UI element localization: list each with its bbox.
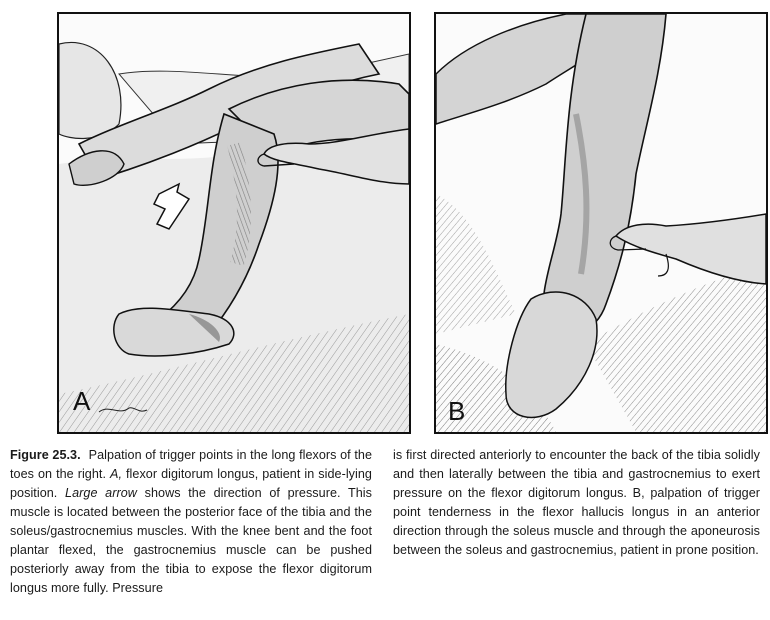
figure-caption-right: is first directed anteriorly to encounter the back of the tibia solidly and then laterally between the tibia and gastrocnemius to exert pressure on the flexor digitorum longus. B, palpation of trigger point tenderness in the flexor hallucis longus in an anterior direction through the soleus muscle and through the aponeurosis between the soleus and gastrocnemius, patient in prone position. <box>393 448 760 557</box>
figure-panel-b <box>434 12 768 434</box>
panel-a-label: A <box>73 386 91 416</box>
side-lying-palpation-illustration <box>59 14 409 432</box>
caption-text-2: flexor digitorum longus, patient in side-lying position. <box>10 467 372 500</box>
figure-caption-left <box>10 446 372 598</box>
caption-text-1: Palpation of trigger points in the long flexors of the toes on the right. <box>10 448 373 481</box>
panel-b-label: B <box>448 396 466 426</box>
caption-text-3: shows the direction of pressure. This muscle is located between the posterior face of the tibia and the soleus/gastrocnemius muscles. With the knee bent and the foot plantar flexed, the gastrocnemius muscle can be pushed posteriorly away from the tibia to expose the flexor digitorum longus more fully. Pressure <box>10 486 372 595</box>
figure-panel-a <box>57 12 411 434</box>
caption-large-arrow: Large arrow <box>65 486 137 500</box>
prone-palpation-illustration <box>436 14 766 432</box>
caption-a-label: A, <box>110 467 123 481</box>
figure-number: Figure 25.3. <box>10 448 81 462</box>
